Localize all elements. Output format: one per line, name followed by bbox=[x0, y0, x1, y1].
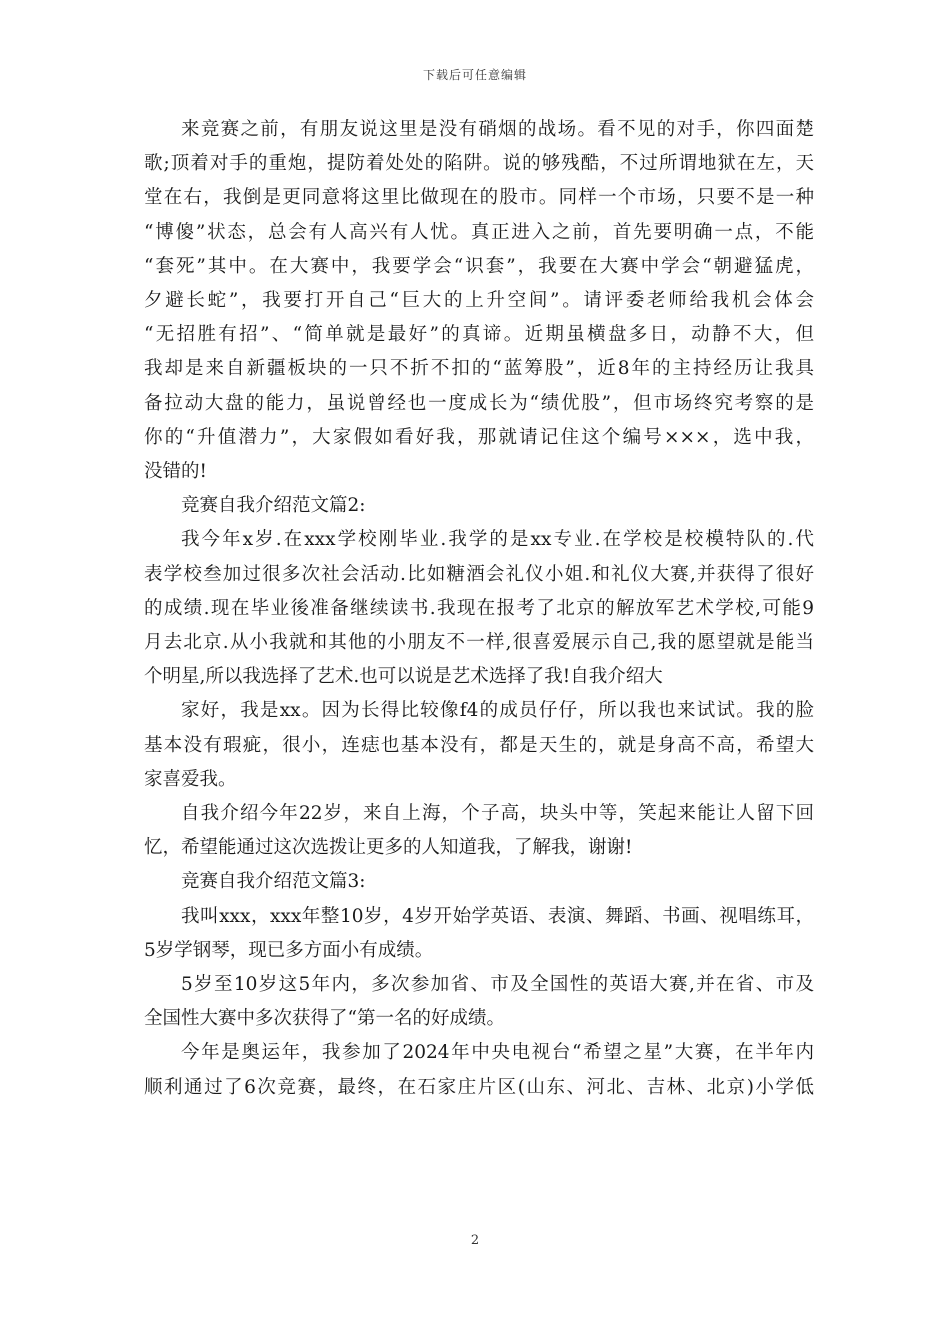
paragraph-5 bbox=[144, 900, 814, 968]
page-number: 2 bbox=[470, 1233, 480, 1248]
text-line: 竞赛自我介绍范文篇3: bbox=[181, 871, 366, 893]
text-line: 竞赛自我介绍范文篇2: bbox=[181, 495, 366, 517]
text-line: 你的“升值潜力”，大家假如看好我，那就请记住这个编号×××，选中我， bbox=[144, 426, 814, 448]
text-line: 自我介绍今年22岁，来自上海，个子高，块头中等，笑起来能让人留下回 bbox=[181, 803, 814, 825]
text-line: 忆，希望能通过这次选拨让更多的人知道我，了解我，谢谢! bbox=[144, 837, 633, 859]
text-line: “博傻”状态，总会有人高兴有人忧。真正进入之前，首先要明确一点，不能 bbox=[144, 221, 814, 243]
text-line: “套死”其中。在大赛中，我要学会“识套”，我要在大赛中学会“朝避猛虎， bbox=[144, 255, 814, 277]
text-line: 我今年x岁.在xxx学校刚毕业.我学的是xx专业.在学校是校模特队的.代 bbox=[181, 529, 814, 551]
text-line: 月去北京.从小我就和其他的小朋友不一样,很喜爱展示自己,我的愿望就是能当 bbox=[144, 632, 814, 654]
section-heading-2 bbox=[144, 489, 814, 523]
text-line: 的成绩.现在毕业後准备继续读书.我现在报考了北京的解放军艺术学校,可能9 bbox=[144, 597, 814, 619]
text-line: 基本没有瑕疵，很小，连痣也基本没有，都是天生的，就是身高不高，希望大 bbox=[144, 734, 814, 756]
text-line: 5岁学钢琴，现已多方面小有成绩。 bbox=[144, 939, 434, 961]
text-line: 全国性大赛中多次获得了“第一名的好成绩。 bbox=[144, 1008, 505, 1030]
text-line: 5岁至10岁这5年内，多次参加省、市及全国性的英语大赛,并在省、市及 bbox=[181, 974, 814, 996]
text-line: 家好，我是xx。因为长得比较像f4的成员仔仔，所以我也来试试。我的脸 bbox=[181, 700, 814, 722]
document-body bbox=[144, 113, 814, 1105]
text-line: 没错的! bbox=[144, 461, 207, 483]
text-line: 歌;顶着对手的重炮，提防着处处的陷阱。说的够残酷，不过所谓地狱在左，天 bbox=[144, 153, 814, 175]
page-header: 下载后可任意编辑 bbox=[422, 68, 527, 82]
text-line: 今年是奥运年，我参加了2024年中央电视台“希望之星”大赛，在半年内 bbox=[181, 1042, 814, 1064]
text-line: 备拉动大盘的能力，虽说曾经也一度成长为“绩优股”，但市场终究考察的是 bbox=[144, 392, 814, 414]
paragraph-6 bbox=[144, 968, 814, 1036]
paragraph-4 bbox=[144, 797, 814, 865]
text-line: “无招胜有招”、“简单就是最好”的真谛。近期虽横盘多日，动静不大，但 bbox=[144, 324, 814, 346]
paragraph-2 bbox=[144, 523, 814, 694]
text-line: 我却是来自新疆板块的一只不折不扣的“蓝筹股”，近8年的主持经历让我具 bbox=[144, 358, 814, 380]
paragraph-3 bbox=[144, 694, 814, 797]
paragraph-7 bbox=[144, 1036, 814, 1104]
text-line: 来竞赛之前，有朋友说这里是没有硝烟的战场。看不见的对手，你四面楚 bbox=[181, 119, 814, 140]
text-line: 家喜爱我。 bbox=[144, 768, 237, 790]
text-line: 个明星,所以我选择了艺术.也可以说是艺术选择了我!自我介绍大 bbox=[144, 666, 663, 688]
text-line: 夕避长蛇”，我要打开自己“巨大的上升空间”。请评委老师给我机会体会 bbox=[144, 290, 814, 312]
section-heading-3 bbox=[144, 865, 814, 899]
text-line: 我叫xxx，xxx年整10岁，4岁开始学英语、表演、舞蹈、书画、视唱练耳， bbox=[181, 905, 814, 927]
text-line: 表学校叁加过很多次社会活动.比如糖酒会礼仪小姐.和礼仪大赛,并获得了很好 bbox=[144, 563, 814, 585]
text-line: 堂在右，我倒是更同意将这里比做现在的股市。同样一个市场，只要不是一种 bbox=[144, 187, 814, 209]
paragraph-1 bbox=[144, 113, 814, 489]
text-line: 顺利通过了6次竞赛，最终，在石家庄片区(山东、河北、吉林、北京)小学低 bbox=[144, 1076, 814, 1098]
